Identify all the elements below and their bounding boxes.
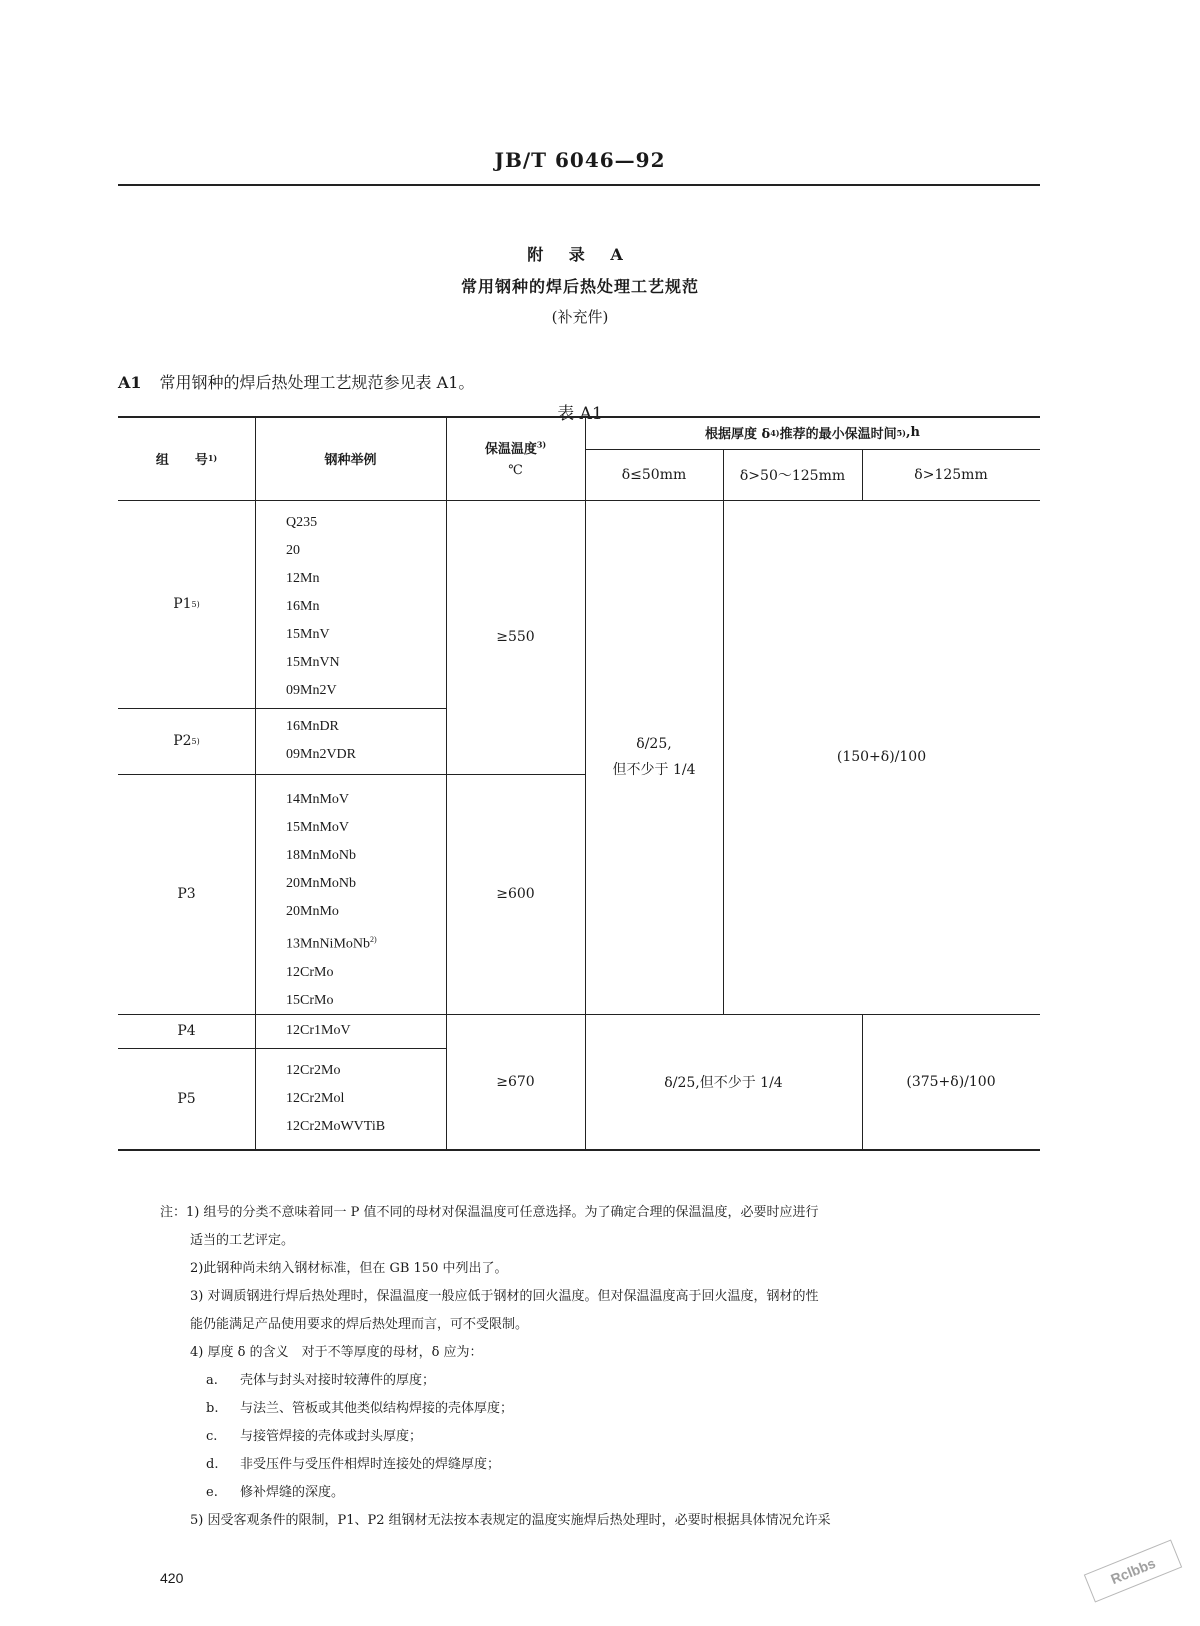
- steel-name: 12Cr2Mol: [286, 1091, 345, 1106]
- table-a1: [118, 425, 1040, 1188]
- steel-name: 09Mn2V: [286, 683, 337, 698]
- note-3-cont: 能仍能满足产品使用要求的焊后热处理而言，可不受限制。: [190, 1317, 529, 1332]
- steels-p2: [286, 713, 356, 769]
- col-rule-1: [255, 416, 256, 1149]
- header-group: 组 号 1): [155, 452, 218, 468]
- steels-p1: [286, 509, 340, 705]
- clause-a1: [118, 370, 474, 393]
- page-number: 420: [160, 1570, 184, 1586]
- steel-name: 12Cr2Mo: [286, 1063, 341, 1078]
- steel-name: 18MnMoNb: [286, 848, 357, 863]
- steel-name: Q235: [286, 515, 318, 530]
- group-p2: P2 5): [173, 733, 200, 749]
- steels-p5: [286, 1057, 385, 1141]
- note-4: 4) 厚度 δ 的含义 对于不等厚度的母材，δ 应为：: [190, 1345, 483, 1360]
- steel-name: 15MnV: [286, 627, 330, 642]
- steels-p4: [286, 1017, 351, 1045]
- group-p5: P5: [177, 1090, 196, 1107]
- steel-name: 20MnMoNb: [286, 876, 357, 891]
- header-temperature: 保温温度$^{3)}$ ℃: [484, 439, 547, 478]
- note-4-item: e. 修补焊缝的深度。: [206, 1485, 345, 1500]
- steel-name: 12Cr2MoWVTiB: [286, 1119, 386, 1134]
- header-thickness-gt125: δ>125mm: [914, 466, 988, 483]
- group-p3: P3: [177, 886, 196, 902]
- header-thickness-le50: δ≤50mm: [621, 466, 687, 483]
- appendix-note: (补充件): [551, 308, 609, 326]
- steel-name: 15MnMoV: [286, 820, 350, 835]
- steels-p3: [286, 786, 377, 1015]
- steel-name: 16MnDR: [286, 719, 339, 734]
- steel-name: 15MnVN: [286, 655, 340, 670]
- steel-name: 13MnNiMoNb$^{2)}$: [286, 935, 377, 952]
- temp-p4-p5: ≥670: [496, 1073, 535, 1090]
- note-4-item: c. 与接管焊接的壳体或封头厚度；: [206, 1429, 423, 1444]
- steel-name: 14MnMoV: [286, 792, 350, 807]
- time-p1-p3-thick: (150+δ)/100: [836, 749, 927, 765]
- clause-text: 常用钢种的焊后热处理工艺规范参见表 A1。: [159, 373, 475, 392]
- steel-name: 12Cr1MoV: [286, 1023, 351, 1038]
- table-bottom-rule: [118, 1149, 1040, 1151]
- header-steel: 钢种举例: [324, 452, 377, 468]
- appendix-title: 附 录 A: [527, 245, 633, 264]
- group-p1: P1 5): [173, 596, 200, 612]
- appendix-subtitle: 常用钢种的焊后热处理工艺规范: [460, 277, 699, 296]
- note-5: 5) 因受客观条件的限制，P1、P2 组钢材无法按本表规定的温度实施焊后热处理时，必要时根据具体情况允许采: [190, 1513, 831, 1528]
- clause-number: A1: [118, 373, 142, 392]
- note-4-item: b. 与法兰、管板或其他类似结构焊接的壳体厚度；: [206, 1401, 514, 1416]
- header-temp-unit: ℃: [508, 463, 523, 478]
- time-p4-p5-thin: δ/25,但不少于 1/4: [664, 1074, 783, 1091]
- steel-name: 09Mn2VDR: [286, 747, 357, 762]
- time-p1-p3-thin: δ/25, 但不少于 1/4: [612, 736, 696, 778]
- header-rule: [118, 184, 1040, 186]
- note-1: 注：1) 组号的分类不意味着同一 P 值不同的母材对保温温度可任意选择。为了确定合理的保温温度，必要时应进行: [160, 1205, 819, 1220]
- watermark-stamp: Rclbbs: [1084, 1539, 1182, 1602]
- header-thickness-50-125: δ>50～125mm: [739, 467, 846, 484]
- note-2: 2)此钢种尚未纳入钢材标准，但在 GB 150 中列出了。: [190, 1261, 508, 1276]
- table-notes: [160, 1199, 1045, 1535]
- table-title: 表 A1: [557, 404, 603, 424]
- steel-name: 12CrMo: [286, 964, 334, 980]
- standard-code: JB/T 6046—92: [494, 148, 666, 172]
- note-1-cont: 适当的工艺评定。: [190, 1233, 295, 1248]
- temp-p3: ≥600: [496, 886, 535, 902]
- note-4-item: a. 壳体与封头对接时较薄件的厚度；: [206, 1373, 436, 1388]
- steel-name: 20MnMo: [286, 904, 339, 919]
- steel-name: 12Mn: [286, 571, 320, 586]
- header-hold-time: 根据厚度 δ 4) 推荐的最小保温时间 5) ,h: [705, 425, 920, 442]
- steel-name: 15CrMo: [286, 992, 334, 1008]
- note-4-item: d. 非受压件与受压件相焊时连接处的焊缝厚度；: [206, 1457, 501, 1472]
- group-p4: P4: [177, 1023, 196, 1039]
- temp-p1-p2: ≥550: [496, 629, 535, 645]
- steel-name: 20: [286, 543, 300, 558]
- time-p4-p5-thick: (375+δ)/100: [906, 1073, 996, 1090]
- steel-name: 16Mn: [286, 599, 320, 614]
- note-3: 3) 对调质钢进行焊后热处理时，保温温度一般应低于钢材的回火温度。但对保温温度高于回火温度，钢材的性: [190, 1289, 819, 1304]
